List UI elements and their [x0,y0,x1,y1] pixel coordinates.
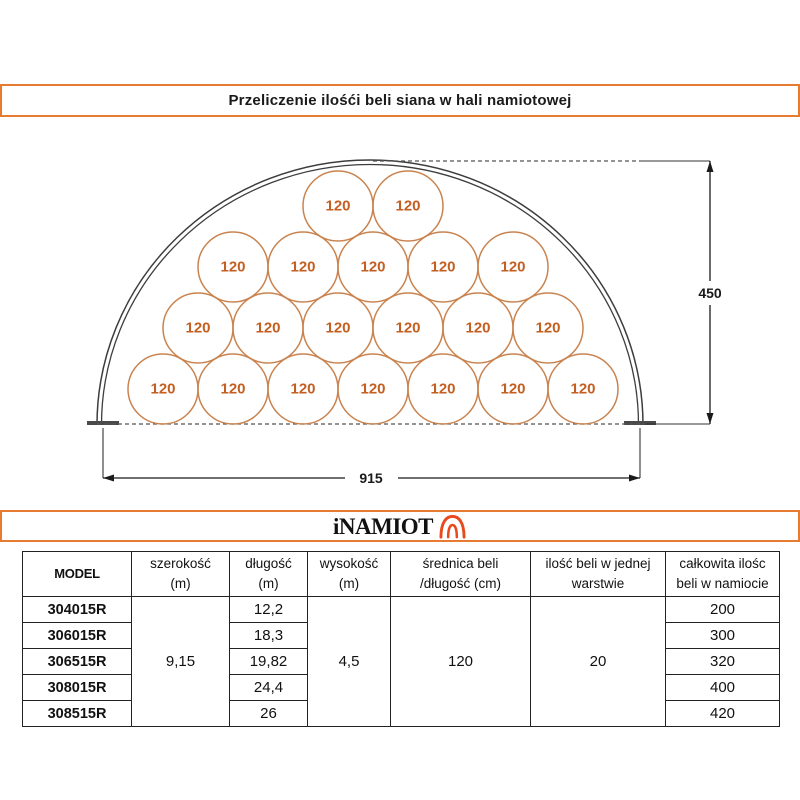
bale-label: 120 [150,380,176,398]
spec-table [22,551,780,727]
height-dim-arrow-up [707,161,714,172]
cell-calkowita: 320 [666,649,780,675]
cell-wysokosc-shared: 4,5 [308,597,391,727]
column-header-2: długość (m) [230,552,308,597]
cell-model: 304015R [23,597,132,623]
column-header-3: wysokość (m) [308,552,391,597]
cell-szerokosc-shared: 9,15 [132,597,230,727]
logo-text: iNAMIOT [333,513,433,539]
bale-label: 120 [360,258,386,276]
bale-label: 120 [465,319,491,337]
bale-label: 120 [360,380,386,398]
bale-label: 120 [430,380,456,398]
bale-label: 120 [290,258,316,276]
height-dim-label: 450 [698,285,722,301]
bale-label: 120 [500,380,526,398]
bale-label: 120 [220,258,246,276]
cell-dlugosc: 12,2 [230,597,308,623]
bale-label: 120 [535,319,561,337]
cell-model: 308015R [23,675,132,701]
width-dim-label: 915 [359,470,383,486]
width-dim-arrow-left [103,475,114,482]
bale-group [128,171,618,424]
cell-dlugosc: 18,3 [230,623,308,649]
width-dim-arrow-right [629,475,640,482]
cell-srednica-shared: 120 [391,597,531,727]
bale-label: 120 [290,380,316,398]
column-header-5: ilość beli w jednej warstwie [531,552,666,597]
spec-table-header [23,552,780,597]
bale-label: 120 [325,319,351,337]
table-row [23,597,780,623]
bale-label: 120 [255,319,281,337]
column-header-model: MODEL [23,552,132,597]
logo-band [0,510,800,542]
bale-label: 120 [430,258,456,276]
cell-calkowita: 420 [666,701,780,727]
cell-model: 306015R [23,623,132,649]
bale-label: 120 [500,258,526,276]
cell-ilosc-shared: 20 [531,597,666,727]
column-header-6: całkowita ilośc beli w namiocie [666,552,780,597]
cell-model: 308515R [23,701,132,727]
cell-dlugosc: 26 [230,701,308,727]
column-header-1: szerokość (m) [132,552,230,597]
cell-calkowita: 400 [666,675,780,701]
bale-label: 120 [570,380,596,398]
bale-label: 120 [395,197,421,215]
bale-label: 120 [395,319,421,337]
spec-table-body [23,597,780,727]
height-dim-arrow-down [707,413,714,424]
cell-calkowita: 200 [666,597,780,623]
tent-icon [438,513,467,539]
column-header-4: średnica beli /długość (cm) [391,552,531,597]
page-title: Przeliczenie ilośći beli siana w hali namiotowej [228,92,572,109]
cell-dlugosc: 24,4 [230,675,308,701]
cell-model: 306515R [23,649,132,675]
cell-calkowita: 300 [666,623,780,649]
bale-label: 120 [220,380,246,398]
cell-dlugosc: 19,82 [230,649,308,675]
bale-label: 120 [325,197,351,215]
bale-label: 120 [185,319,211,337]
